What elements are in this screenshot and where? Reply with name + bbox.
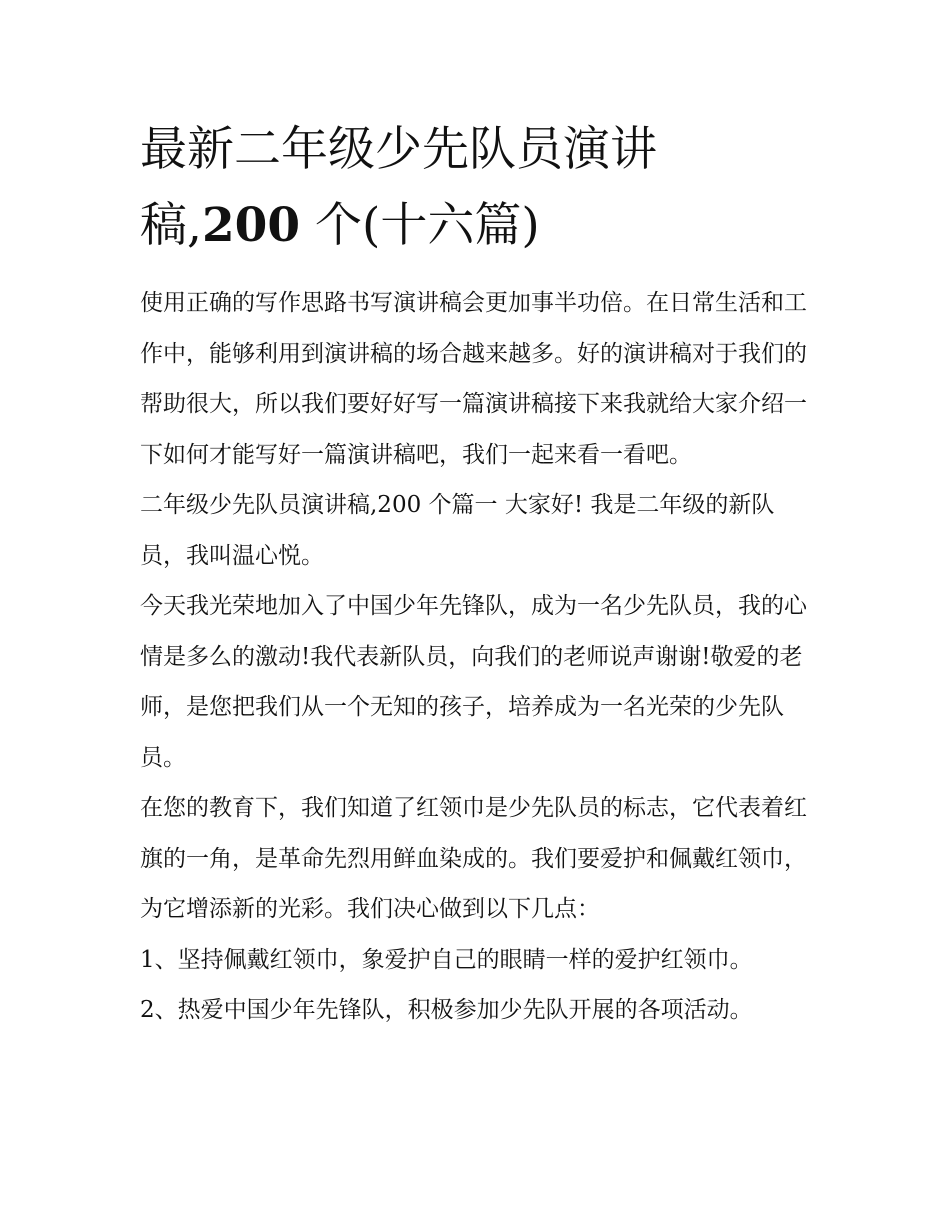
list-item-1: 1、坚持佩戴红领巾，象爱护自己的眼睛一样的爱护红领巾。 — [140, 946, 753, 973]
document-title — [140, 112, 820, 264]
title-line-2 — [140, 188, 820, 264]
paragraph-intro: 使用正确的写作思路书写演讲稿会更加事半功倍。在日常生活和工作中，能够利用到演讲稿的场合越来越多。好的演讲稿对于我们的帮助很大，所以我们要好好写一篇演讲稿接下来我就给大家介绍一下如何才能写好一篇演讲稿吧，我们一起来看一看吧。 — [140, 290, 807, 468]
title-line-2-suffix: 个(十六篇) — [300, 198, 540, 253]
paragraph-greeting: 二年级少先队员演讲稿,200 个篇一 大家好! 我是二年级的新队员，我叫温心悦。 — [140, 492, 775, 569]
document-body — [140, 112, 820, 1036]
title-line-1: 最新二年级少先队员演讲 — [140, 122, 657, 177]
list-item-2: 2、热爱中国少年先锋队，积极参加少先队开展的各项活动。 — [140, 997, 753, 1023]
title-line-2-number: 200 — [201, 198, 301, 253]
paragraph-joining: 今天我光荣地加入了中国少年先锋队，成为一名少先队员，我的心情是多么的激动!我代表新队员，向我们的老师说声谢谢!敬爱的老师，是您把我们从一个无知的孩子，培养成为一名光荣的少先队员。 — [140, 593, 807, 771]
title-line-2-prefix: 稿, — [140, 198, 202, 253]
paragraph-red-scarf: 在您的教育下，我们知道了红领巾是少先队员的标志，它代表着红旗的一角，是革命先烈用鲜血染成的。我们要爱护和佩戴红领巾，为它增添新的光彩。我们决心做到以下几点： — [140, 795, 807, 922]
